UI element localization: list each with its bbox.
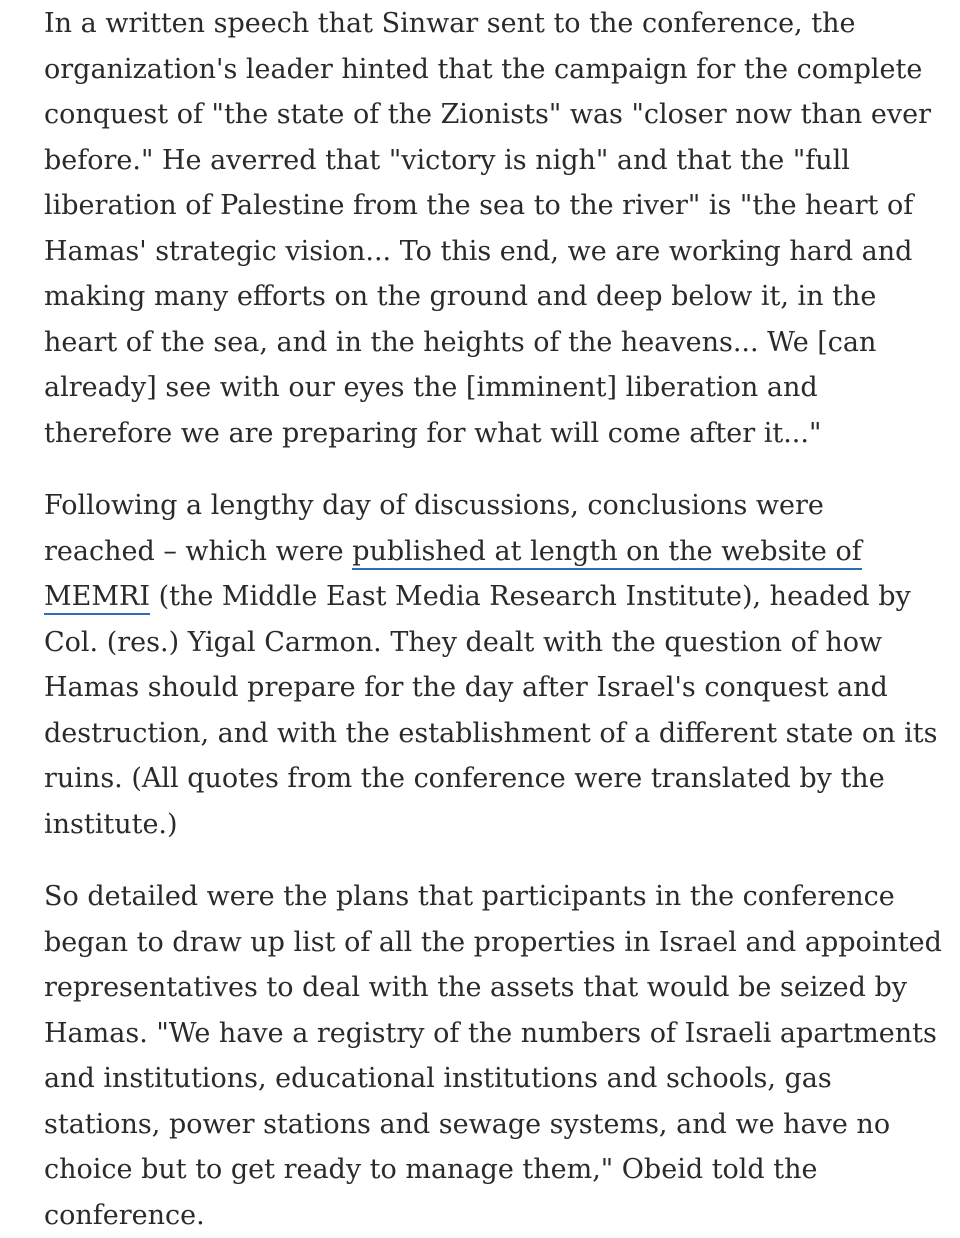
memri-article-link[interactable]: published at length on the website of MEMRI bbox=[44, 536, 862, 616]
article-paragraph-3: So detailed were the plans that participants in the conference began to draw up list of all the properties in Israel and appointed representatives to deal with the assets that would be seized by Hamas. "We have a registry of the numbers of Israeli apartments and institutions, educational institutions and schools, gas stations, power stations and sewage systems, and we have no choice but to get ready to manage them," Obeid told the conference. bbox=[44, 881, 942, 1231]
paragraph-2-text-after-link: (the Middle East Media Research Institute), headed by Col. (res.) Yigal Carmon. They dealt with the question of how Hamas should prepare for the day after Israel's conquest and destruction, and with the establishment of a different state on its ruins. (All quotes from the conference were translated by the institute.) bbox=[44, 581, 938, 840]
article-paragraph-2 bbox=[44, 483, 942, 847]
article-paragraph-1: In a written speech that Sinwar sent to the conference, the organization's leader hinted that the campaign for the complete conquest of "the state of the Zionists" was "closer now than ever before." He averred that "victory is nigh" and that the "full liberation of Palestine from the sea to the river" is "the heart of Hamas' strategic vision... To this end, we are working hard and making many efforts on the ground and deep below it, in the heart of the sea, and in the heights of the heavens... We [can already] see with our eyes the [imminent] liberation and therefore we are preparing for what will come after it..." bbox=[44, 8, 932, 449]
paragraph-2-text-before-link: Following a lengthy day of discussions, conclusions were reached – which were bbox=[44, 490, 824, 567]
